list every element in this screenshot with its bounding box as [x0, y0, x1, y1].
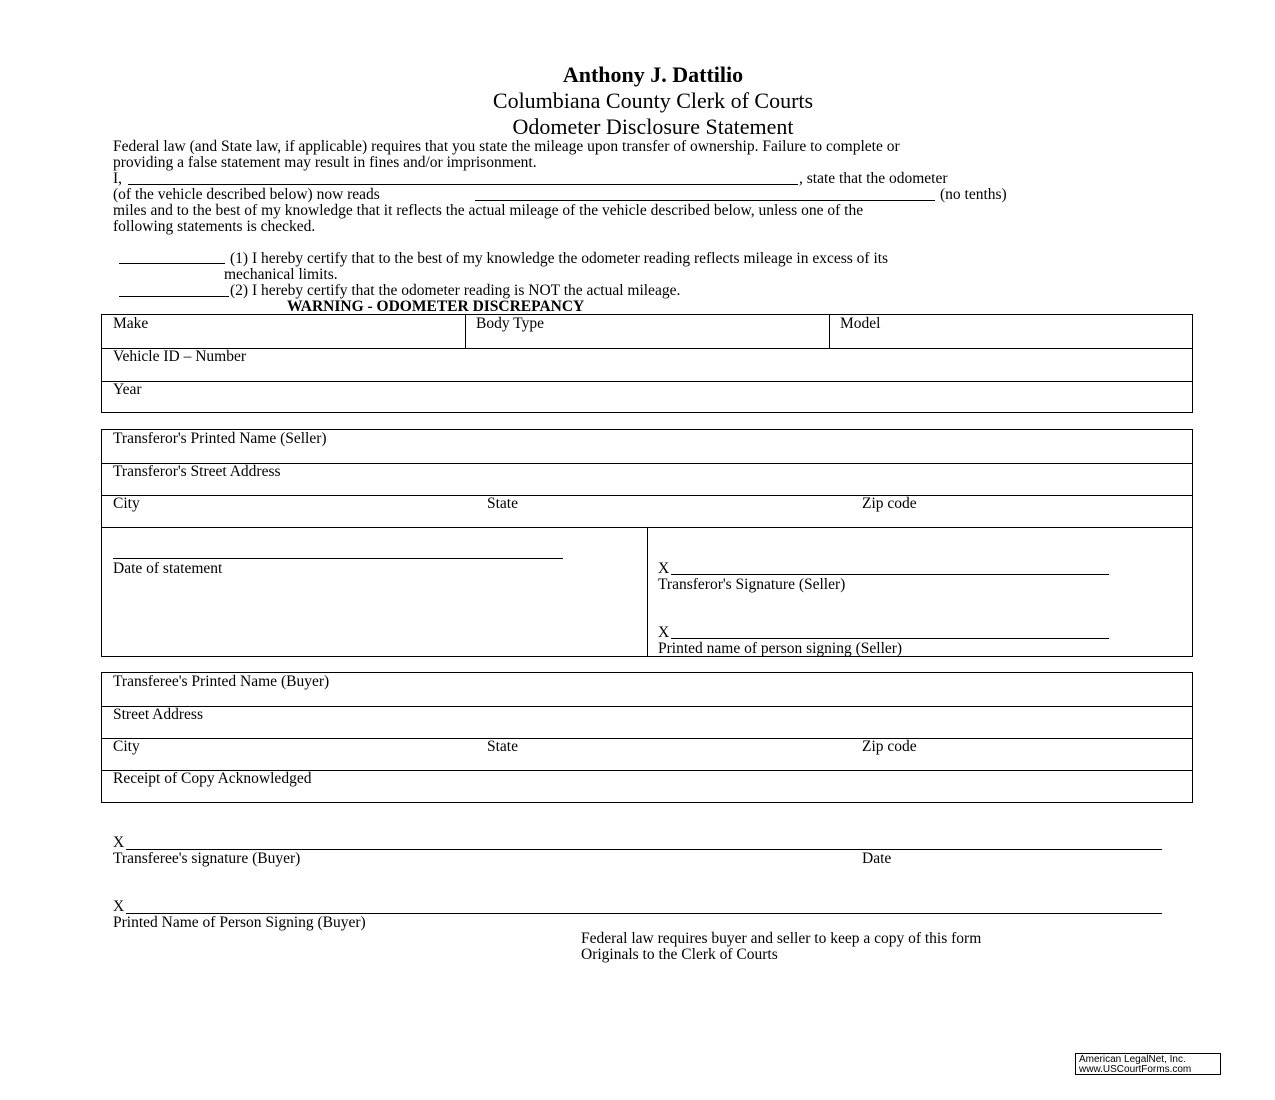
buyer-name-label[interactable]: Transferee's Printed Name (Buyer)	[113, 673, 330, 690]
statement-2: (2) I hereby certify that the odometer reading is NOT the actual mileage.	[230, 282, 681, 299]
buyer-signature-label: Transferee's signature (Buyer)	[113, 850, 301, 867]
statement-1-checkbox-blank[interactable]	[119, 263, 225, 264]
vehicle-reads-text: (of the vehicle described below) now reads	[113, 186, 380, 203]
seller-state-label[interactable]: State	[487, 495, 518, 512]
office-title: Columbiana County Clerk of Courts	[492, 88, 814, 113]
buyer-info-box	[101, 672, 1193, 803]
date-of-statement-label: Date of statement	[113, 560, 223, 577]
originals-note: Originals to the Clerk of Courts	[581, 946, 778, 963]
seller-name-blank[interactable]	[128, 184, 798, 185]
seller-printed-x: X	[658, 624, 670, 641]
intro-line-1: Federal law (and State law, if applicable) requires that you state the mileage upon transfer of ownership. Failure to complete or	[113, 138, 900, 155]
seller-zip-label[interactable]: Zip code	[862, 495, 917, 512]
seller-signature-x: X	[658, 560, 670, 577]
buyer-printed-x: X	[113, 898, 125, 915]
buyer-signature-x: X	[113, 834, 125, 851]
seller-info-box	[101, 429, 1193, 657]
buyer-zip-label[interactable]: Zip code	[862, 738, 917, 755]
seller-printed-name-line[interactable]	[671, 638, 1109, 639]
receipt-acknowledged-label[interactable]: Receipt of Copy Acknowledged	[113, 770, 312, 787]
make-label[interactable]: Make	[113, 315, 149, 332]
seller-signature-label: Transferor's Signature (Seller)	[658, 576, 846, 593]
buyer-state-label[interactable]: State	[487, 738, 518, 755]
vin-label[interactable]: Vehicle ID – Number	[113, 348, 246, 365]
page-title-name: Anthony J. Dattilio	[562, 62, 744, 87]
seller-printed-name-label: Printed name of person signing (Seller)	[658, 640, 903, 657]
seller-signature-line[interactable]	[671, 574, 1109, 575]
seller-street-label[interactable]: Transferor's Street Address	[113, 463, 281, 480]
footer-company: American LegalNet, Inc.	[1079, 1054, 1186, 1065]
seller-city-label[interactable]: City	[113, 495, 140, 512]
intro-line-5: miles and to the best of my knowledge that it reflects the actual mileage of the vehicle described below, unless one of the	[113, 202, 864, 219]
intro-line-2: providing a false statement may result in fines and/or imprisonment.	[113, 154, 537, 171]
vehicle-info-box	[101, 314, 1193, 413]
seller-name-label[interactable]: Transferor's Printed Name (Seller)	[113, 430, 327, 447]
year-label[interactable]: Year	[113, 381, 142, 398]
statement-1-line-1: (1) I hereby certify that to the best of my knowledge the odometer reading reflects mileage in excess of its	[230, 250, 889, 267]
i-label: I,	[113, 170, 123, 187]
warning-heading: WARNING - ODOMETER DISCREPANCY	[287, 298, 585, 315]
form-title: Odometer Disclosure Statement	[512, 114, 794, 139]
no-tenths-text: (no tenths)	[940, 186, 1007, 203]
buyer-street-label[interactable]: Street Address	[113, 706, 203, 723]
state-odometer-text: , state that the odometer	[799, 170, 948, 187]
intro-line-6: following statements is checked.	[113, 218, 316, 235]
body-type-label[interactable]: Body Type	[476, 315, 544, 332]
statement-1-line-2: mechanical limits.	[224, 266, 338, 283]
buyer-printed-name-label: Printed Name of Person Signing (Buyer)	[113, 914, 366, 931]
model-label[interactable]: Model	[840, 315, 881, 332]
statement-2-checkbox-blank[interactable]	[119, 296, 229, 297]
buyer-date-label: Date	[862, 850, 892, 867]
footer-site: www.USCourtForms.com	[1079, 1064, 1192, 1075]
buyer-city-label[interactable]: City	[113, 738, 140, 755]
copy-note: Federal law requires buyer and seller to keep a copy of this form	[581, 930, 982, 947]
date-of-statement-line[interactable]	[113, 558, 563, 559]
odometer-reading-blank[interactable]	[475, 200, 935, 201]
footer-badge[interactable]	[1075, 1053, 1221, 1075]
